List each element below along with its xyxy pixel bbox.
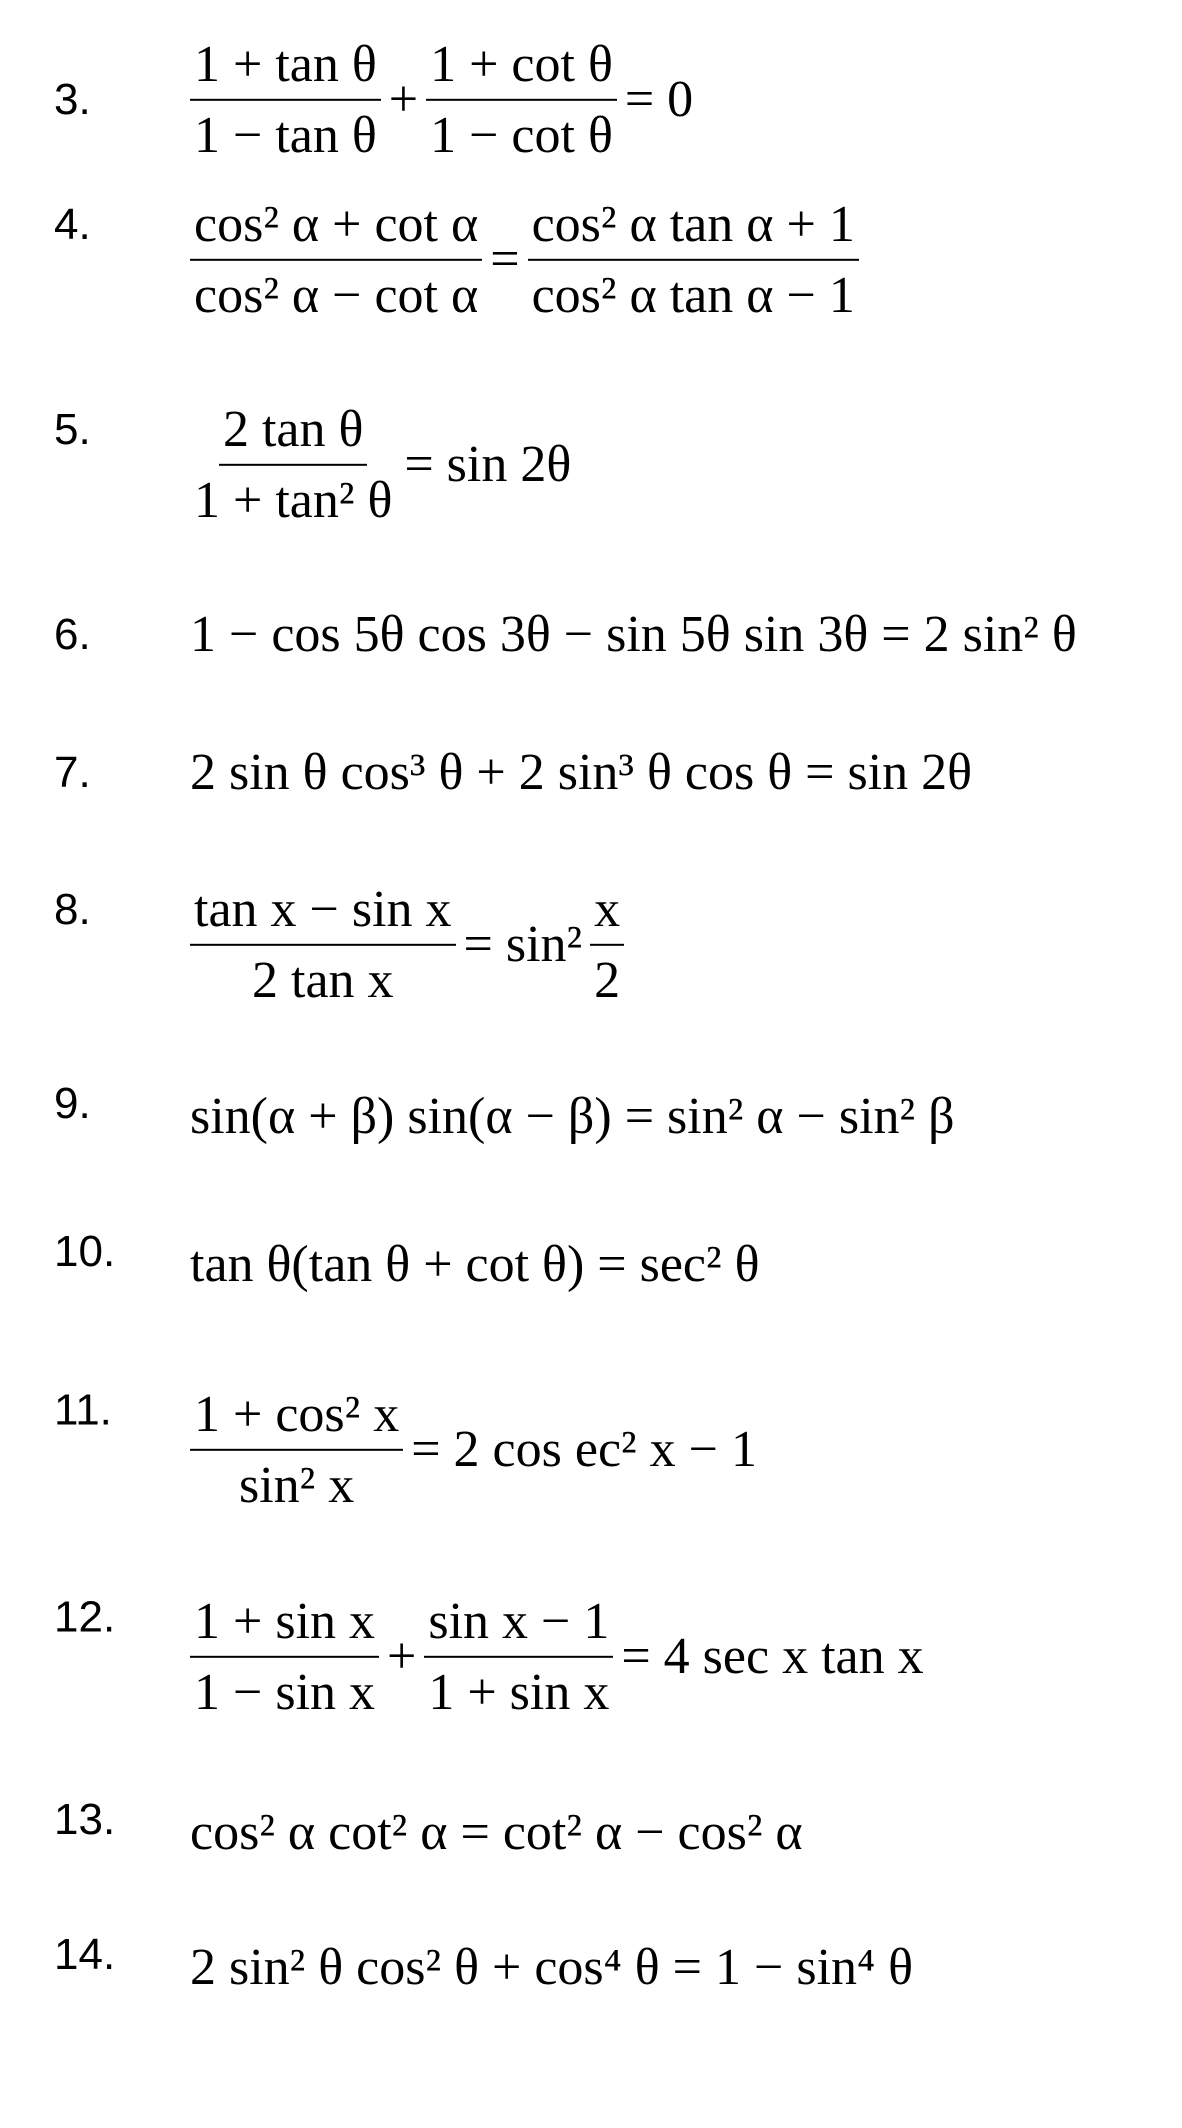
numerator: cos² α + cot α xyxy=(190,196,482,261)
problem-number: 13. xyxy=(54,1794,116,1844)
fraction xyxy=(424,1593,613,1721)
equation xyxy=(186,1236,764,1293)
denominator: 1 − cot θ xyxy=(430,107,613,164)
expression-text: 2 sin θ cos³ θ + 2 sin³ θ cos θ = sin 2θ xyxy=(190,744,973,801)
problem-number: 9. xyxy=(54,1078,91,1128)
equation xyxy=(186,196,863,324)
expression-text: = 0 xyxy=(624,71,694,128)
numerator: 1 + cos² x xyxy=(190,1386,403,1451)
numerator: 1 + sin x xyxy=(190,1593,379,1658)
problem-number: 11. xyxy=(54,1385,112,1435)
numerator: 1 + cot θ xyxy=(426,36,617,101)
fraction xyxy=(190,881,456,1009)
equation xyxy=(186,36,697,164)
numerator: sin x − 1 xyxy=(424,1593,613,1658)
equation xyxy=(186,606,1081,663)
denominator: 1 − tan θ xyxy=(194,107,377,164)
denominator: 1 − sin x xyxy=(194,1664,376,1721)
denominator: sin² x xyxy=(238,1457,355,1514)
expression-text: tan θ(tan θ + cot θ) = sec² θ xyxy=(190,1236,760,1293)
problem-number: 7. xyxy=(54,748,91,797)
problem-number: 4. xyxy=(54,199,91,249)
denominator: cos² α − cot α xyxy=(194,267,479,324)
fraction xyxy=(590,881,624,1009)
equation xyxy=(186,1088,959,1145)
problem-number: 8. xyxy=(54,884,91,934)
expression-text: + xyxy=(388,71,419,128)
numerator: cos² α tan α + 1 xyxy=(528,196,859,261)
equation xyxy=(186,744,976,801)
equation xyxy=(186,1386,761,1514)
denominator: 1 + tan² θ xyxy=(194,472,393,529)
expression-text: cos² α cot² α = cot² α − cos² α xyxy=(190,1804,803,1861)
denominator: 1 + sin x xyxy=(428,1664,610,1721)
numerator: x xyxy=(590,881,624,946)
numerator: tan x − sin x xyxy=(190,881,456,946)
problem-number: 10. xyxy=(54,1226,116,1276)
denominator: cos² α tan α − 1 xyxy=(531,267,855,324)
expression-text: 1 − cos 5θ cos 3θ − sin 5θ sin 3θ = 2 sin² θ xyxy=(190,606,1077,663)
problem-number: 5. xyxy=(54,404,91,454)
problem-number: 6. xyxy=(54,610,91,659)
expression-text: 2 sin² θ cos² θ + cos⁴ θ = 1 − sin⁴ θ xyxy=(190,1939,914,1996)
fraction xyxy=(426,36,617,164)
expression-text: = 2 cos ec² x − 1 xyxy=(411,1421,757,1478)
numerator: 1 + tan θ xyxy=(190,36,381,101)
equation xyxy=(186,401,575,529)
fraction xyxy=(528,196,859,324)
fraction xyxy=(190,36,381,164)
expression-text: = sin² xyxy=(463,916,583,973)
problem-number: 14. xyxy=(54,1929,116,1979)
denominator: 2 xyxy=(594,952,621,1009)
equation xyxy=(186,881,628,1009)
expression-text: sin(α + β) sin(α − β) = sin² α − sin² β xyxy=(190,1088,955,1145)
expression-text: = 4 sec x tan x xyxy=(621,1628,924,1685)
fraction xyxy=(190,1593,379,1721)
expression-text: + xyxy=(387,1628,417,1685)
numerator: 2 tan θ xyxy=(219,401,367,466)
equation xyxy=(186,1939,917,1996)
expression-text: = xyxy=(490,231,520,288)
denominator: 2 tan x xyxy=(252,952,394,1009)
problem-number: 12. xyxy=(54,1592,116,1642)
fraction xyxy=(190,1386,403,1514)
fraction xyxy=(190,196,482,324)
equation xyxy=(186,1593,928,1721)
problem-number: 3. xyxy=(54,75,91,124)
fraction xyxy=(190,401,396,529)
expression-text: = sin 2θ xyxy=(404,436,572,493)
equation xyxy=(186,1804,807,1861)
